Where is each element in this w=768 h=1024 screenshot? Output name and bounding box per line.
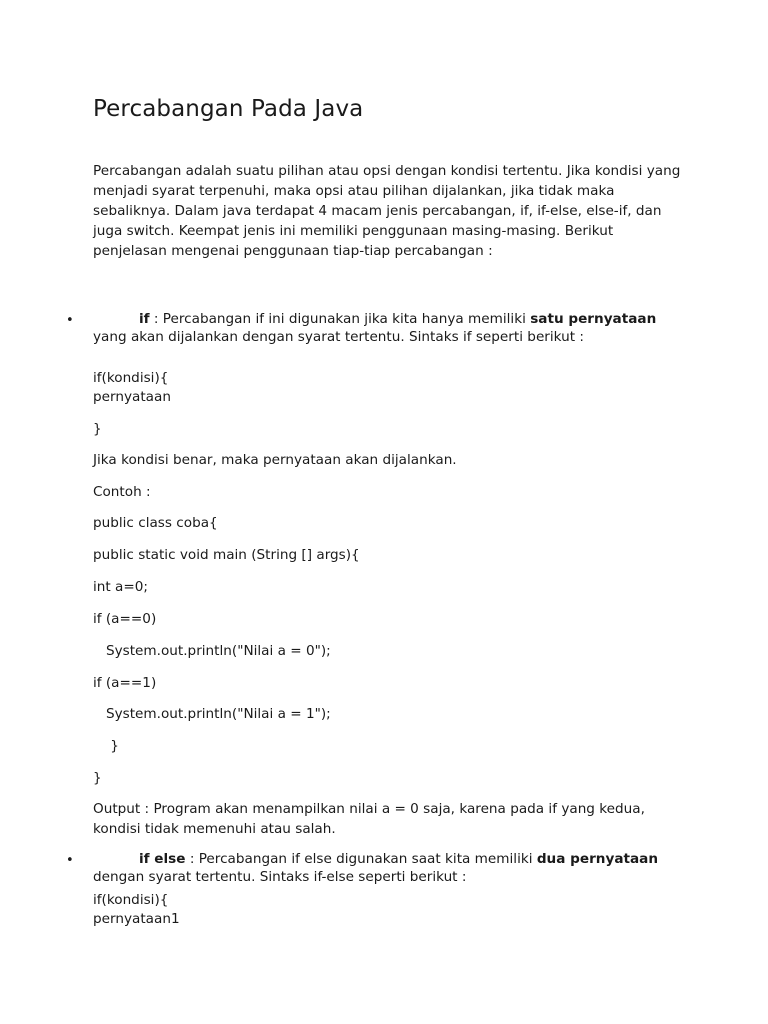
item-if-else-bold: dua pernyataan	[536, 851, 659, 867]
output-if: Output : Program akan menampilkan nilai a = 0 saja, karena pada if yang kedua, kondisi tidak memenuhi atau salah.	[93, 801, 645, 837]
code-line: System.out.println("Nilai a = 1");	[93, 706, 331, 722]
keyword-if: if	[139, 311, 150, 327]
syntax-if-else-line-2: pernyataan1	[93, 911, 180, 927]
syntax-if-else-line-1: if(kondisi){	[93, 892, 169, 908]
syntax-if-line-2: pernyataan	[93, 389, 171, 405]
code-line: if (a==1)	[93, 675, 157, 691]
item-if-bold: satu pernyataan	[530, 311, 657, 327]
bullet-if-else: •	[66, 853, 74, 868]
code-line: }	[93, 770, 102, 786]
code-line: }	[93, 738, 119, 754]
item-if-else-text-b: dengan syarat tertentu. Sintaks if-else seperti berikut :	[93, 868, 467, 885]
code-line: int a=0;	[93, 579, 148, 595]
item-if-text-b: yang akan dijalankan dengan syarat tertentu. Sintaks if seperti berikut :	[93, 328, 584, 345]
explain-if: Jika kondisi benar, maka pernyataan akan dijalankan.	[93, 452, 457, 468]
page-title: Percabangan Pada Java	[93, 96, 364, 122]
item-if-description	[93, 311, 683, 346]
keyword-if-else: if else	[139, 851, 186, 867]
code-line: if (a==0)	[93, 611, 157, 627]
code-line: public class coba{	[93, 515, 218, 531]
code-line: System.out.println("Nilai a = 0");	[93, 643, 331, 659]
item-if-else-text-a: : Percabangan if else digunakan saat kita memiliki	[185, 851, 537, 867]
example-label: Contoh :	[93, 484, 151, 500]
code-line: public static void main (String [] args){	[93, 547, 360, 563]
intro-paragraph: Percabangan adalah suatu pilihan atau opsi dengan kondisi tertentu. Jika kondisi yang menjadi syarat terpenuhi, maka opsi atau pilihan dijalankan, jika tidak maka sebaliknya. Dalam java terdapat 4 macam jenis percabangan, if, if-else, else-if, dan juga switch. Keempat jenis ini memiliki penggunaan masing-masing. Berikut penjelasan mengenai penggunaan tiap-tiap percabangan :	[93, 163, 681, 259]
syntax-if-line-1: if(kondisi){	[93, 370, 169, 386]
bullet-if: •	[66, 313, 74, 328]
item-if-text-a: : Percabangan if ini digunakan jika kita hanya memiliki	[149, 311, 531, 327]
item-if-else-description	[93, 851, 683, 886]
syntax-if-line-3: }	[93, 421, 102, 437]
